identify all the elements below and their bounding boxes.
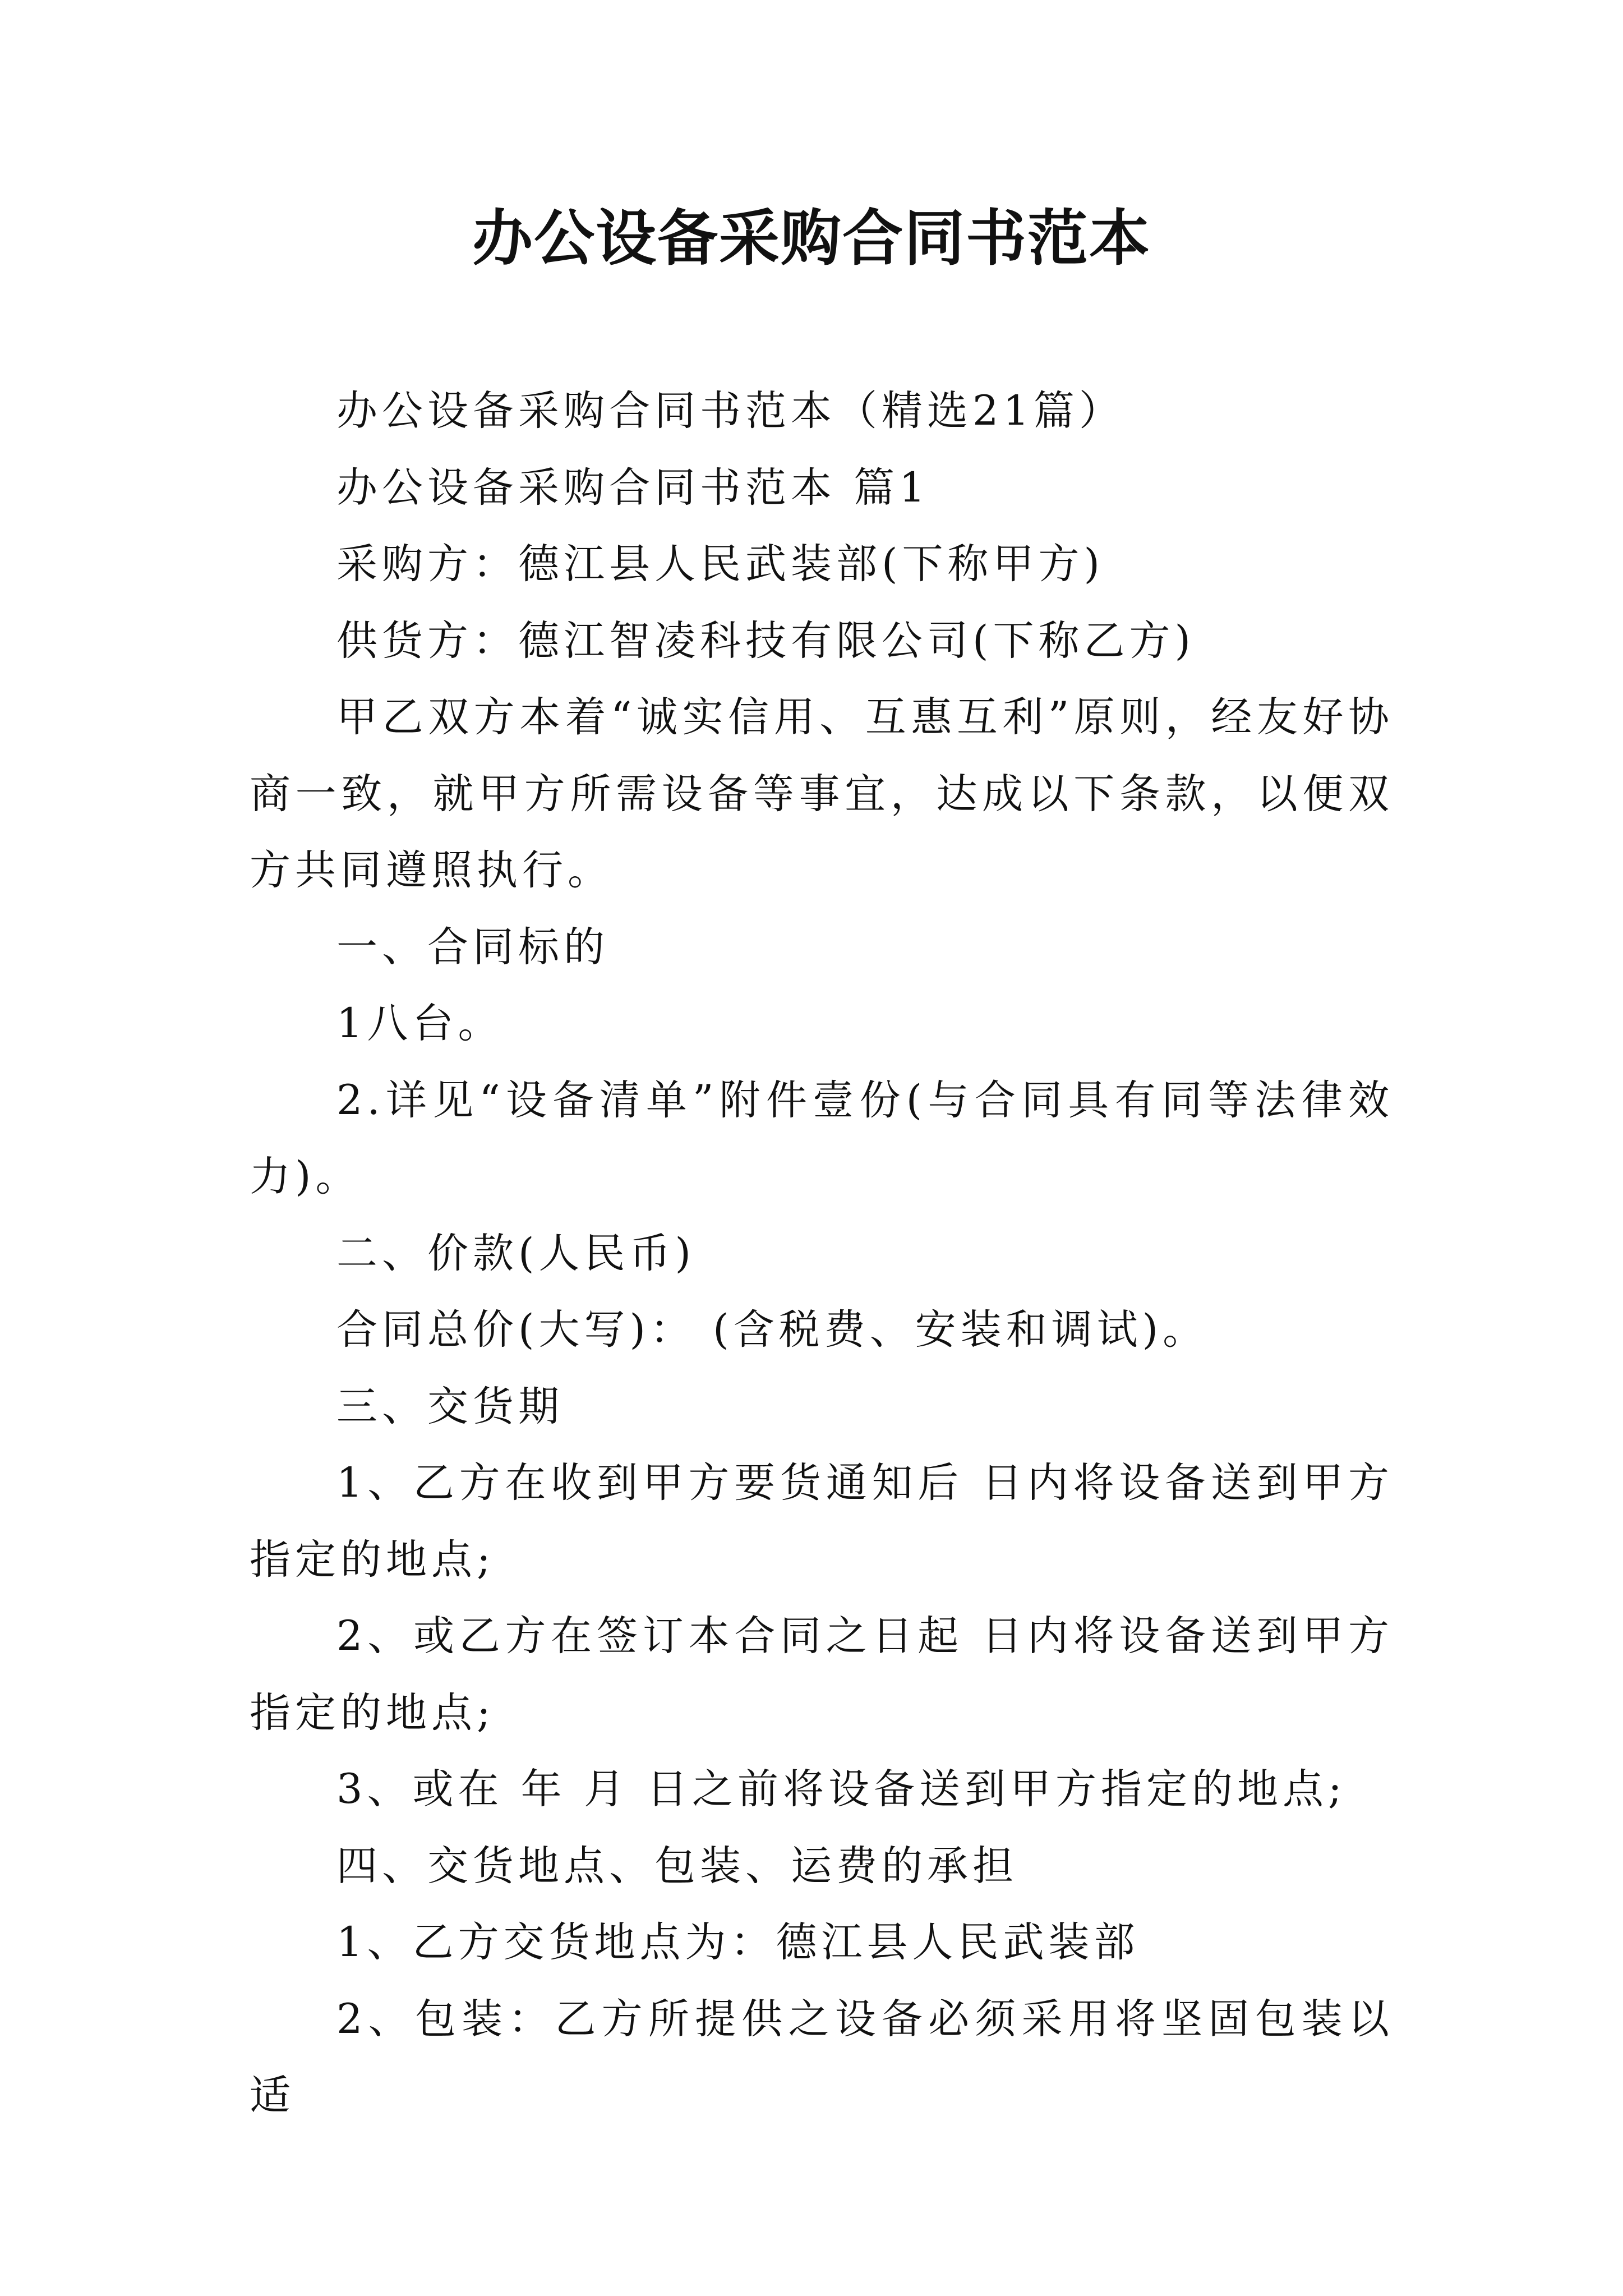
paragraph-purchaser: 采购方：德江县人民武装部(下称甲方) [336, 540, 1104, 588]
paragraph-subject-item-2: 2.详见“设备清单”附件壹份(与合同具有同等法律效力)。 [250, 1076, 1394, 1200]
paragraph-delivery-item-3: 3、或在 年 月 日之前将设备送到甲方指定的地点; [336, 1765, 1347, 1813]
paragraph-subject-item-1: 1八台。 [336, 1000, 504, 1047]
paragraph-heading-part-1: 办公设备采购合同书范本 篇1 [336, 463, 930, 512]
paragraph-delivery-location: 1、乙方交货地点为：德江县人民武装部 [336, 1918, 1140, 1966]
paragraph-supplier: 供货方：德江智凌科技有限公司(下称乙方) [336, 616, 1195, 665]
paragraph-delivery-item-2: 2、或乙方在签订本合同之日起 日内将设备送到甲方指定的地点; [250, 1612, 1394, 1737]
paragraph-total-price: 合同总价(大写)： (含税费、安装和调试)。 [336, 1306, 1209, 1354]
section-heading-subject: 一、合同标的 [336, 923, 609, 971]
document-title: 办公设备采购合同书范本 [472, 203, 1151, 274]
paragraph-preamble: 甲乙双方本着“诚实信用、互惠互利”原则，经友好协商一致，就甲方所需设备等事宜，达成以下条款，以便双方共同遵照执行。 [250, 693, 1394, 894]
section-heading-price: 二、价款(人民币) [336, 1229, 695, 1277]
paragraph-heading-collection: 办公设备采购合同书范本（精选21篇） [336, 387, 1124, 435]
document-body [250, 373, 1394, 2134]
paragraph-delivery-item-1: 1、乙方在收到甲方要货通知后 日内将设备送到甲方指定的地点; [250, 1459, 1394, 1584]
section-heading-delivery-terms: 四、交货地点、包装、运费的承担 [336, 1842, 1018, 1890]
section-heading-delivery-period: 三、交货期 [336, 1382, 564, 1430]
paragraph-packaging: 2、包装：乙方所提供之设备必须采用将坚固包装以适 [250, 1995, 1394, 2119]
